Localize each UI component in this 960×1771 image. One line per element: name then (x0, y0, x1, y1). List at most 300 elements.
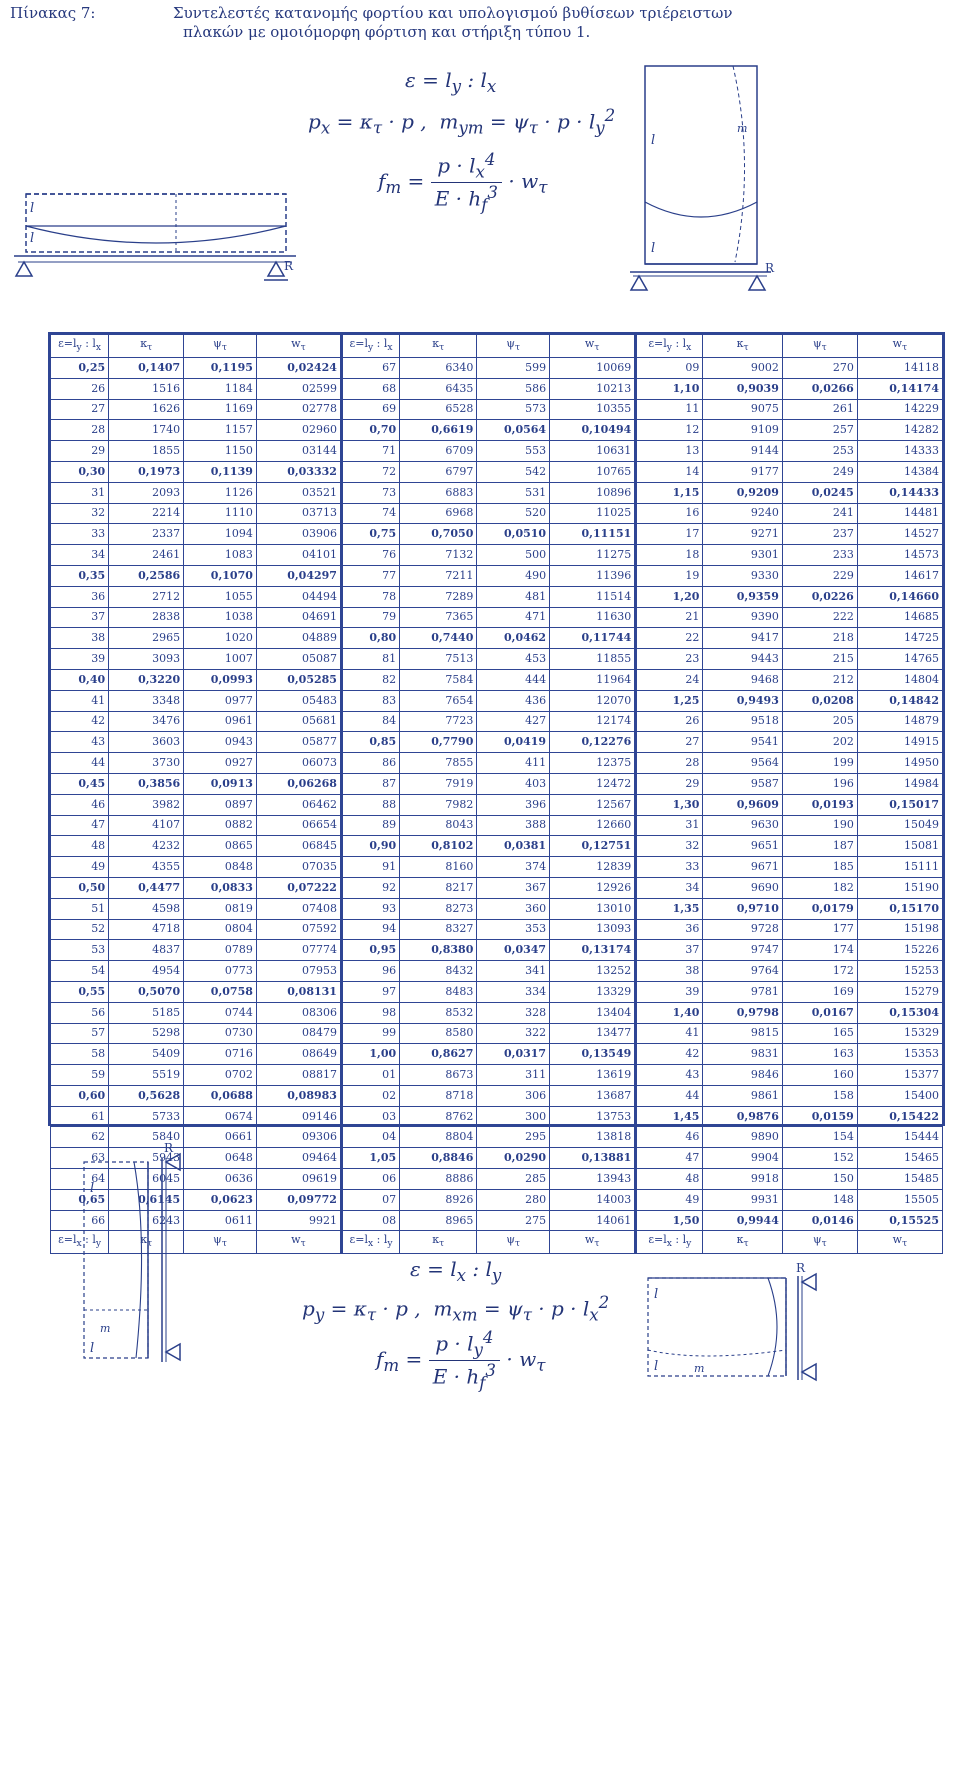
table-cell: 1,45 (636, 1106, 703, 1127)
table-cell: 94 (341, 919, 399, 940)
table-cell: 79 (341, 607, 399, 628)
table-cell: 0,40 (51, 669, 109, 690)
table-cell: 0,02424 (256, 358, 341, 379)
table-cell: 187 (782, 836, 857, 857)
plate-diagram-bottom-right (640, 1262, 820, 1392)
table-cell: 47 (636, 1148, 703, 1169)
table-cell: 0,15304 (857, 1002, 942, 1023)
table-row (51, 1023, 943, 1044)
table-cell: 42 (51, 711, 109, 732)
header-cell: $w_\tau$ (857, 335, 942, 358)
table-cell: 0,0510 (477, 524, 550, 545)
table-cell: 0,55 (51, 981, 109, 1002)
table-cell: 0,14842 (857, 690, 942, 711)
table-cell: 0865 (184, 836, 257, 857)
table-cell: 08479 (256, 1023, 341, 1044)
svg-text:l: l (90, 1181, 95, 1196)
table-cell: 1740 (109, 420, 184, 441)
table-cell: 12839 (550, 857, 636, 878)
table-cell: 6340 (400, 358, 477, 379)
table-cell: 36 (636, 919, 703, 940)
table-cell: 215 (782, 649, 857, 670)
table-cell: 9144 (703, 441, 782, 462)
table-cell: 5840 (109, 1127, 184, 1148)
table-cell: 1855 (109, 441, 184, 462)
table-cell: 8580 (400, 1023, 477, 1044)
table-cell: 13818 (550, 1127, 636, 1148)
table-cell: 6709 (400, 441, 477, 462)
table-cell: 15485 (857, 1169, 942, 1190)
table-cell: 4954 (109, 961, 184, 982)
table-caption (10, 4, 733, 42)
table-row (51, 711, 943, 732)
header-cell: $\varepsilon=l_y$ : $l_x$ (51, 335, 109, 358)
table-cell: 0,13174 (550, 940, 636, 961)
table-cell: 328 (477, 1002, 550, 1023)
table-cell: 9417 (703, 628, 782, 649)
table-cell: 0661 (184, 1127, 257, 1148)
table-cell: 0,15422 (857, 1106, 942, 1127)
table-cell: 0,90 (341, 836, 399, 857)
table-cell: 86 (341, 753, 399, 774)
table-cell: 0,0688 (184, 1085, 257, 1106)
table-cell: 0,13549 (550, 1044, 636, 1065)
table-cell: 11964 (550, 669, 636, 690)
table-cell: 0,1973 (109, 461, 184, 482)
table-cell: 41 (636, 1023, 703, 1044)
table-cell: 1,05 (341, 1148, 399, 1169)
table-cell: 0,30 (51, 461, 109, 482)
table-row (51, 1085, 943, 1106)
table-cell: 33 (51, 524, 109, 545)
table-cell: 0819 (184, 898, 257, 919)
table-cell: 0,5070 (109, 981, 184, 1002)
table-cell: 06 (341, 1169, 399, 1190)
table-cell: 9747 (703, 940, 782, 961)
table-cell: 5409 (109, 1044, 184, 1065)
table-cell: 49 (636, 1189, 703, 1210)
table-cell: 1,00 (341, 1044, 399, 1065)
table-cell: 76 (341, 545, 399, 566)
table-cell: 11630 (550, 607, 636, 628)
table-cell: 0,0347 (477, 940, 550, 961)
table-cell: 15111 (857, 857, 942, 878)
table-cell: 0773 (184, 961, 257, 982)
table-cell: 28 (51, 420, 109, 441)
table-cell: 43 (636, 1065, 703, 1086)
table-cell: 7132 (400, 545, 477, 566)
table-cell: 14481 (857, 503, 942, 524)
formula-f-lhs: $f_m$ = (376, 1346, 423, 1375)
table-cell: 0882 (184, 815, 257, 836)
table-cell: 04101 (256, 545, 341, 566)
table-cell: 7654 (400, 690, 477, 711)
table-body (51, 358, 943, 1231)
table-cell: 169 (782, 981, 857, 1002)
table-cell: 8965 (400, 1210, 477, 1231)
table-cell: 0927 (184, 753, 257, 774)
table-cell: 47 (51, 815, 109, 836)
table-cell: 490 (477, 565, 550, 586)
table-cell: 0,8627 (400, 1044, 477, 1065)
table-cell: 32 (51, 503, 109, 524)
table-cell: 12926 (550, 877, 636, 898)
table-cell: 158 (782, 1085, 857, 1106)
table-cell: 15444 (857, 1127, 942, 1148)
table-cell: 14617 (857, 565, 942, 586)
svg-text:R: R (765, 261, 775, 275)
table-cell: 9177 (703, 461, 782, 482)
table-cell: 0,0159 (782, 1106, 857, 1127)
table-cell: 6797 (400, 461, 477, 482)
table-cell: 9728 (703, 919, 782, 940)
table-cell: 74 (341, 503, 399, 524)
table-cell: 9861 (703, 1085, 782, 1106)
table-cell: 0,0381 (477, 836, 550, 857)
table-cell: 14333 (857, 441, 942, 462)
table-cell: 0,4477 (109, 877, 184, 898)
table-cell: 322 (477, 1023, 550, 1044)
table-cell: 8043 (400, 815, 477, 836)
table-cell: 8483 (400, 981, 477, 1002)
table-cell: 453 (477, 649, 550, 670)
table-cell: 15226 (857, 940, 942, 961)
table-cell: 1083 (184, 545, 257, 566)
table-cell: 03 (341, 1106, 399, 1127)
table-cell: 334 (477, 981, 550, 1002)
table-cell: 15081 (857, 836, 942, 857)
table-cell: 360 (477, 898, 550, 919)
table-cell: 0,12751 (550, 836, 636, 857)
table-cell: 02960 (256, 420, 341, 441)
table-row (51, 607, 943, 628)
table-cell: 0,95 (341, 940, 399, 961)
table-cell: 9518 (703, 711, 782, 732)
table-cell: 03144 (256, 441, 341, 462)
table-cell: 0,0913 (184, 773, 257, 794)
table-cell: 15353 (857, 1044, 942, 1065)
table-cell: 8532 (400, 1002, 477, 1023)
table-cell: 9271 (703, 524, 782, 545)
table-cell: 0,11744 (550, 628, 636, 649)
table-cell: 0,0179 (782, 898, 857, 919)
header-cell: $\kappa_\tau$ (400, 335, 477, 358)
svg-text:m: m (100, 1322, 111, 1335)
table-cell: 9831 (703, 1044, 782, 1065)
table-cell: 88 (341, 794, 399, 815)
table-cell: 1,20 (636, 586, 703, 607)
table-cell: 01 (341, 1065, 399, 1086)
table-cell: 0,9359 (703, 586, 782, 607)
table-cell: 9002 (703, 358, 782, 379)
table-cell: 1055 (184, 586, 257, 607)
table-cell: 0,0317 (477, 1044, 550, 1065)
table-cell: 46 (51, 794, 109, 815)
table-cell: 15505 (857, 1189, 942, 1210)
header-cell: $\psi_\tau$ (782, 335, 857, 358)
table-cell: 13404 (550, 1002, 636, 1023)
table-cell: 6435 (400, 378, 477, 399)
table-row (51, 628, 943, 649)
table-cell: 0,60 (51, 1085, 109, 1106)
table-cell: 1007 (184, 649, 257, 670)
table-cell: 16 (636, 503, 703, 524)
table-cell: 0961 (184, 711, 257, 732)
table-row (51, 441, 943, 462)
table-cell: 3730 (109, 753, 184, 774)
table-row (51, 690, 943, 711)
header-cell: $\varepsilon=l_y$ : $l_x$ (341, 335, 399, 358)
table-cell: 0,0758 (184, 981, 257, 1002)
table-cell: 03906 (256, 524, 341, 545)
formula-load-moment-bottom: $p_y = \kappa_\tau \cdot p$ , $m_{xm} = \psi_\tau \cdot p \cdot l_x^2$ (302, 1293, 610, 1325)
table-cell: 1626 (109, 399, 184, 420)
footer-cell: $\kappa_\tau$ (703, 1231, 782, 1254)
table-cell: 444 (477, 669, 550, 690)
table-cell: 09464 (256, 1148, 341, 1169)
table-cell: 08 (341, 1210, 399, 1231)
table-cell: 0,9039 (703, 378, 782, 399)
table-cell: 03521 (256, 482, 341, 503)
table-cell: 07592 (256, 919, 341, 940)
svg-text:R: R (164, 1142, 174, 1155)
table-cell: 28 (636, 753, 703, 774)
table-cell: 06462 (256, 794, 341, 815)
table-cell: 8327 (400, 919, 477, 940)
svg-text:l: l (651, 133, 656, 148)
table-cell: 0943 (184, 732, 257, 753)
formula-load-moment-top: $p_x = \kappa_\tau \cdot p$ , $m_{ym} = \psi_\tau \cdot p \cdot l_y^2$ (308, 106, 616, 138)
plate-diagram-top-right (625, 62, 785, 312)
table-cell: 185 (782, 857, 857, 878)
table-cell: 8273 (400, 898, 477, 919)
table-cell: 73 (341, 482, 399, 503)
formula-deflection-bottom (376, 1328, 545, 1392)
table-cell: 46 (636, 1127, 703, 1148)
table-cell: 0611 (184, 1210, 257, 1231)
table-cell: 374 (477, 857, 550, 878)
table-cell: 5298 (109, 1023, 184, 1044)
table-cell: 3093 (109, 649, 184, 670)
table-cell: 222 (782, 607, 857, 628)
table-cell: 0,15017 (857, 794, 942, 815)
footer-cell: $\psi_\tau$ (782, 1231, 857, 1254)
table-cell: 9764 (703, 961, 782, 982)
table-row (51, 836, 943, 857)
table-cell: 388 (477, 815, 550, 836)
table-cell: 9815 (703, 1023, 782, 1044)
table-cell: 8432 (400, 961, 477, 982)
caption-line-1: Συντελεστές κατανομής φορτίου και υπολογισμού βυθίσεων τριέρειστων (173, 4, 733, 22)
svg-text:m: m (737, 122, 748, 135)
table-row (51, 545, 943, 566)
table-cell: 0,04297 (256, 565, 341, 586)
table-cell: 14229 (857, 399, 942, 420)
table-cell: 72 (341, 461, 399, 482)
table-cell: 2093 (109, 482, 184, 503)
table-cell: 0977 (184, 690, 257, 711)
plate-diagram-top-left (14, 190, 314, 300)
table-cell: 6243 (109, 1210, 184, 1231)
svg-text:R: R (284, 259, 294, 273)
formula-f-den: $E \cdot h_f^3$ (434, 182, 499, 215)
table-cell: 0674 (184, 1106, 257, 1127)
table-cell: 56 (51, 1002, 109, 1023)
table-cell: 9301 (703, 545, 782, 566)
table-cell: 41 (51, 690, 109, 711)
table-cell: 14282 (857, 420, 942, 441)
table-cell: 1,30 (636, 794, 703, 815)
table-cell: 0,8102 (400, 836, 477, 857)
table-cell: 9630 (703, 815, 782, 836)
table-cell: 411 (477, 753, 550, 774)
table-cell: 08817 (256, 1065, 341, 1086)
table-cell: 1,15 (636, 482, 703, 503)
table-cell: 22 (636, 628, 703, 649)
table-row (51, 898, 943, 919)
table-cell: 39 (51, 649, 109, 670)
table-cell: 0,75 (341, 524, 399, 545)
table-cell: 1094 (184, 524, 257, 545)
table-cell: 0,0833 (184, 877, 257, 898)
table-cell: 02778 (256, 399, 341, 420)
table-cell: 43 (51, 732, 109, 753)
table-cell: 37 (51, 607, 109, 628)
table-cell: 0897 (184, 794, 257, 815)
table-cell: 4107 (109, 815, 184, 836)
table-cell: 13477 (550, 1023, 636, 1044)
table-cell: 0,0266 (782, 378, 857, 399)
table-cell: 0,25 (51, 358, 109, 379)
table-cell: 9240 (703, 503, 782, 524)
table-cell: 24 (636, 669, 703, 690)
table-cell: 05087 (256, 649, 341, 670)
table-cell: 14725 (857, 628, 942, 649)
table-cell: 154 (782, 1127, 857, 1148)
table-row (51, 399, 943, 420)
table-cell: 68 (341, 378, 399, 399)
table-cell: 13 (636, 441, 703, 462)
table-cell: 9541 (703, 732, 782, 753)
table-cell: 0,0193 (782, 794, 857, 815)
table-cell: 0,15525 (857, 1210, 942, 1231)
table-cell: 13753 (550, 1106, 636, 1127)
table-cell: 285 (477, 1169, 550, 1190)
table-cell: 218 (782, 628, 857, 649)
table-cell: 26 (51, 378, 109, 399)
table-cell: 8886 (400, 1169, 477, 1190)
table-cell: 31 (636, 815, 703, 836)
table-cell: 9468 (703, 669, 782, 690)
table-row (51, 1106, 943, 1127)
footer-cell: $\psi_\tau$ (477, 1231, 550, 1254)
table-cell: 0,1195 (184, 358, 257, 379)
table-cell: 48 (51, 836, 109, 857)
table-cell: 257 (782, 420, 857, 441)
table-row (51, 773, 943, 794)
table-cell: 09146 (256, 1106, 341, 1127)
caption-line-2: πλακών με ομοιόμορφη φόρτιση και στήριξη τύπου 1. (183, 23, 591, 41)
formula-f-den: $E \cdot h_f^3$ (432, 1360, 497, 1393)
table-cell: 12472 (550, 773, 636, 794)
table-cell: 165 (782, 1023, 857, 1044)
table-cell: 0,50 (51, 877, 109, 898)
table-cell: 0,0993 (184, 669, 257, 690)
table-cell: 182 (782, 877, 857, 898)
table-row (51, 794, 943, 815)
table-cell: 520 (477, 503, 550, 524)
table-cell: 0,7050 (400, 524, 477, 545)
table-cell: 0,7790 (400, 732, 477, 753)
table-cell: 05681 (256, 711, 341, 732)
formula-f-num: $p \cdot l_x^4$ (431, 150, 502, 183)
table-cell: 10631 (550, 441, 636, 462)
table-cell: 15253 (857, 961, 942, 982)
table-row (51, 586, 943, 607)
table-cell: 14879 (857, 711, 942, 732)
table-cell: 0,9876 (703, 1106, 782, 1127)
table-cell: 97 (341, 981, 399, 1002)
table-cell: 3348 (109, 690, 184, 711)
table-cell: 38 (636, 961, 703, 982)
table-row (51, 1002, 943, 1023)
table-cell: 67 (341, 358, 399, 379)
table-cell: 07774 (256, 940, 341, 961)
formula-f-lhs: $f_m$ = (378, 168, 425, 197)
svg-text:R: R (796, 1262, 806, 1275)
footer-cell: $\psi_\tau$ (184, 1231, 257, 1254)
footer-cell: $w_\tau$ (857, 1231, 942, 1254)
table-cell: 14061 (550, 1210, 636, 1231)
table-cell: 9587 (703, 773, 782, 794)
table-cell: 4718 (109, 919, 184, 940)
table-cell: 1150 (184, 441, 257, 462)
table-cell: 89 (341, 815, 399, 836)
table-cell: 14765 (857, 649, 942, 670)
table-row (51, 961, 943, 982)
table-cell: 19 (636, 565, 703, 586)
table-cell: 66 (51, 1210, 109, 1231)
table-cell: 6045 (109, 1169, 184, 1190)
table-cell: 39 (636, 981, 703, 1002)
table-cell: 237 (782, 524, 857, 545)
table-cell: 0,8846 (400, 1148, 477, 1169)
table-row (51, 503, 943, 524)
table-cell: 5185 (109, 1002, 184, 1023)
table-cell: 15465 (857, 1148, 942, 1169)
table-cell: 261 (782, 399, 857, 420)
table-cell: 6968 (400, 503, 477, 524)
table-cell: 9330 (703, 565, 782, 586)
footer-cell: $\varepsilon=l_x$ : $l_y$ (51, 1231, 109, 1254)
table-cell: 9904 (703, 1148, 782, 1169)
table-cell: 2965 (109, 628, 184, 649)
table-cell: 202 (782, 732, 857, 753)
table-cell: 7365 (400, 607, 477, 628)
table-cell: 4837 (109, 940, 184, 961)
table-cell: 31 (51, 482, 109, 503)
table-cell: 21 (636, 607, 703, 628)
table-row (51, 981, 943, 1002)
header-cell: $\kappa_\tau$ (703, 335, 782, 358)
table-cell: 1020 (184, 628, 257, 649)
table-cell: 48 (636, 1169, 703, 1190)
table-cell: 300 (477, 1106, 550, 1127)
table-cell: 9443 (703, 649, 782, 670)
table-cell: 177 (782, 919, 857, 940)
table-cell: 51 (51, 898, 109, 919)
table-cell: 0,6145 (109, 1189, 184, 1210)
